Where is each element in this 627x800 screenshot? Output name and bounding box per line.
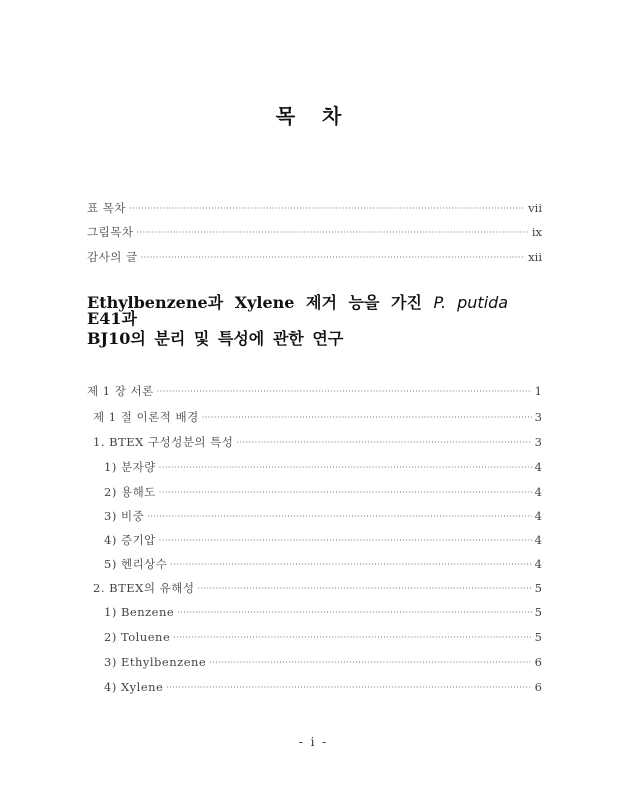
toc-label: 4) Xylene (104, 680, 164, 694)
leader-dots (159, 488, 532, 497)
toc-entry-table-list[interactable] (87, 200, 542, 216)
leader-dots (157, 387, 532, 396)
toc-page-number: 4 (534, 509, 542, 523)
toc-entry-item[interactable] (104, 459, 542, 475)
toc-label: 2) 용해도 (104, 485, 156, 499)
toc-page-number: 5 (534, 630, 542, 644)
leader-dots (170, 560, 531, 569)
toc-page-number: vii (528, 201, 542, 215)
leader-dots (129, 204, 525, 213)
leader-dots (209, 658, 531, 667)
leader-dots (141, 253, 526, 262)
toc-entry-subsection-1[interactable] (93, 434, 542, 450)
toc-label: 2) Toluene (104, 630, 171, 644)
thesis-title-text: E41과 (87, 309, 137, 328)
thesis-title-text: Ethylbenzene과 Xylene 제거 능을 가진 (87, 293, 434, 312)
leader-dots (166, 683, 531, 692)
toc-label: 감사의 글 (87, 250, 138, 264)
species-name: P. putida (433, 293, 509, 312)
toc-label: 2. BTEX의 유해성 (93, 581, 195, 595)
toc-label: 4) 증기압 (104, 533, 156, 547)
toc-label: 3) 비중 (104, 509, 145, 523)
toc-entry-chapter-1[interactable] (87, 383, 542, 399)
leader-dots (197, 584, 531, 593)
toc-entry-item[interactable] (104, 484, 542, 500)
leader-dots (202, 413, 532, 422)
leader-dots (147, 512, 531, 521)
toc-label: 1. BTEX 구성성분의 특성 (93, 435, 234, 449)
toc-entry-item[interactable] (104, 655, 542, 669)
toc-label: 제 1 장 서론 (87, 384, 154, 398)
toc-label: 그림목차 (87, 225, 134, 239)
leader-dots (159, 536, 532, 545)
toc-page-number: 6 (534, 655, 542, 669)
toc-page-number: ix (531, 225, 542, 239)
leader-dots (136, 228, 528, 237)
toc-page-number: 4 (534, 485, 542, 499)
toc-entry-item[interactable] (104, 556, 542, 572)
toc-label: 3) Ethylbenzene (104, 655, 207, 669)
toc-page-number: 1 (534, 384, 542, 398)
leader-dots (177, 608, 531, 617)
toc-label: 제 1 절 이론적 배경 (93, 410, 199, 424)
thesis-title-text: BJ10의 분리 및 특성에 관한 연구 (87, 329, 344, 348)
toc-label: 5) 헨리상수 (104, 557, 168, 571)
thesis-title-line-2 (87, 331, 547, 347)
toc-entry-item[interactable] (104, 680, 542, 694)
toc-entry-item[interactable] (104, 630, 542, 644)
toc-page-number: 3 (534, 410, 542, 424)
toc-label: 표 목차 (87, 201, 126, 215)
leader-dots (236, 438, 531, 447)
page-title: 목 차 (275, 104, 352, 128)
toc-entry-section-1[interactable] (93, 409, 542, 425)
toc-page-number: 6 (534, 680, 542, 694)
toc-page-number: 3 (534, 435, 542, 449)
thesis-title-line-1 (87, 295, 547, 327)
toc-entry-item[interactable] (104, 605, 542, 619)
page-number-footer: - i - (298, 735, 329, 749)
toc-entry-item[interactable] (104, 532, 542, 548)
leader-dots (173, 633, 531, 642)
toc-entry-acknowledgements[interactable] (87, 249, 542, 265)
toc-page-number: 5 (534, 605, 542, 619)
toc-page-number: 4 (534, 460, 542, 474)
toc-page-number: 4 (534, 557, 542, 571)
toc-label: 1) 분자량 (104, 460, 156, 474)
toc-entry-figure-list[interactable] (87, 224, 542, 240)
toc-page-number: xii (528, 250, 542, 264)
toc-page-number: 5 (534, 581, 542, 595)
toc-label: 1) Benzene (104, 605, 175, 619)
toc-page-number: 4 (534, 533, 542, 547)
toc-entry-item[interactable] (104, 508, 542, 524)
toc-entry-subsection-2[interactable] (93, 580, 542, 596)
leader-dots (159, 463, 532, 472)
